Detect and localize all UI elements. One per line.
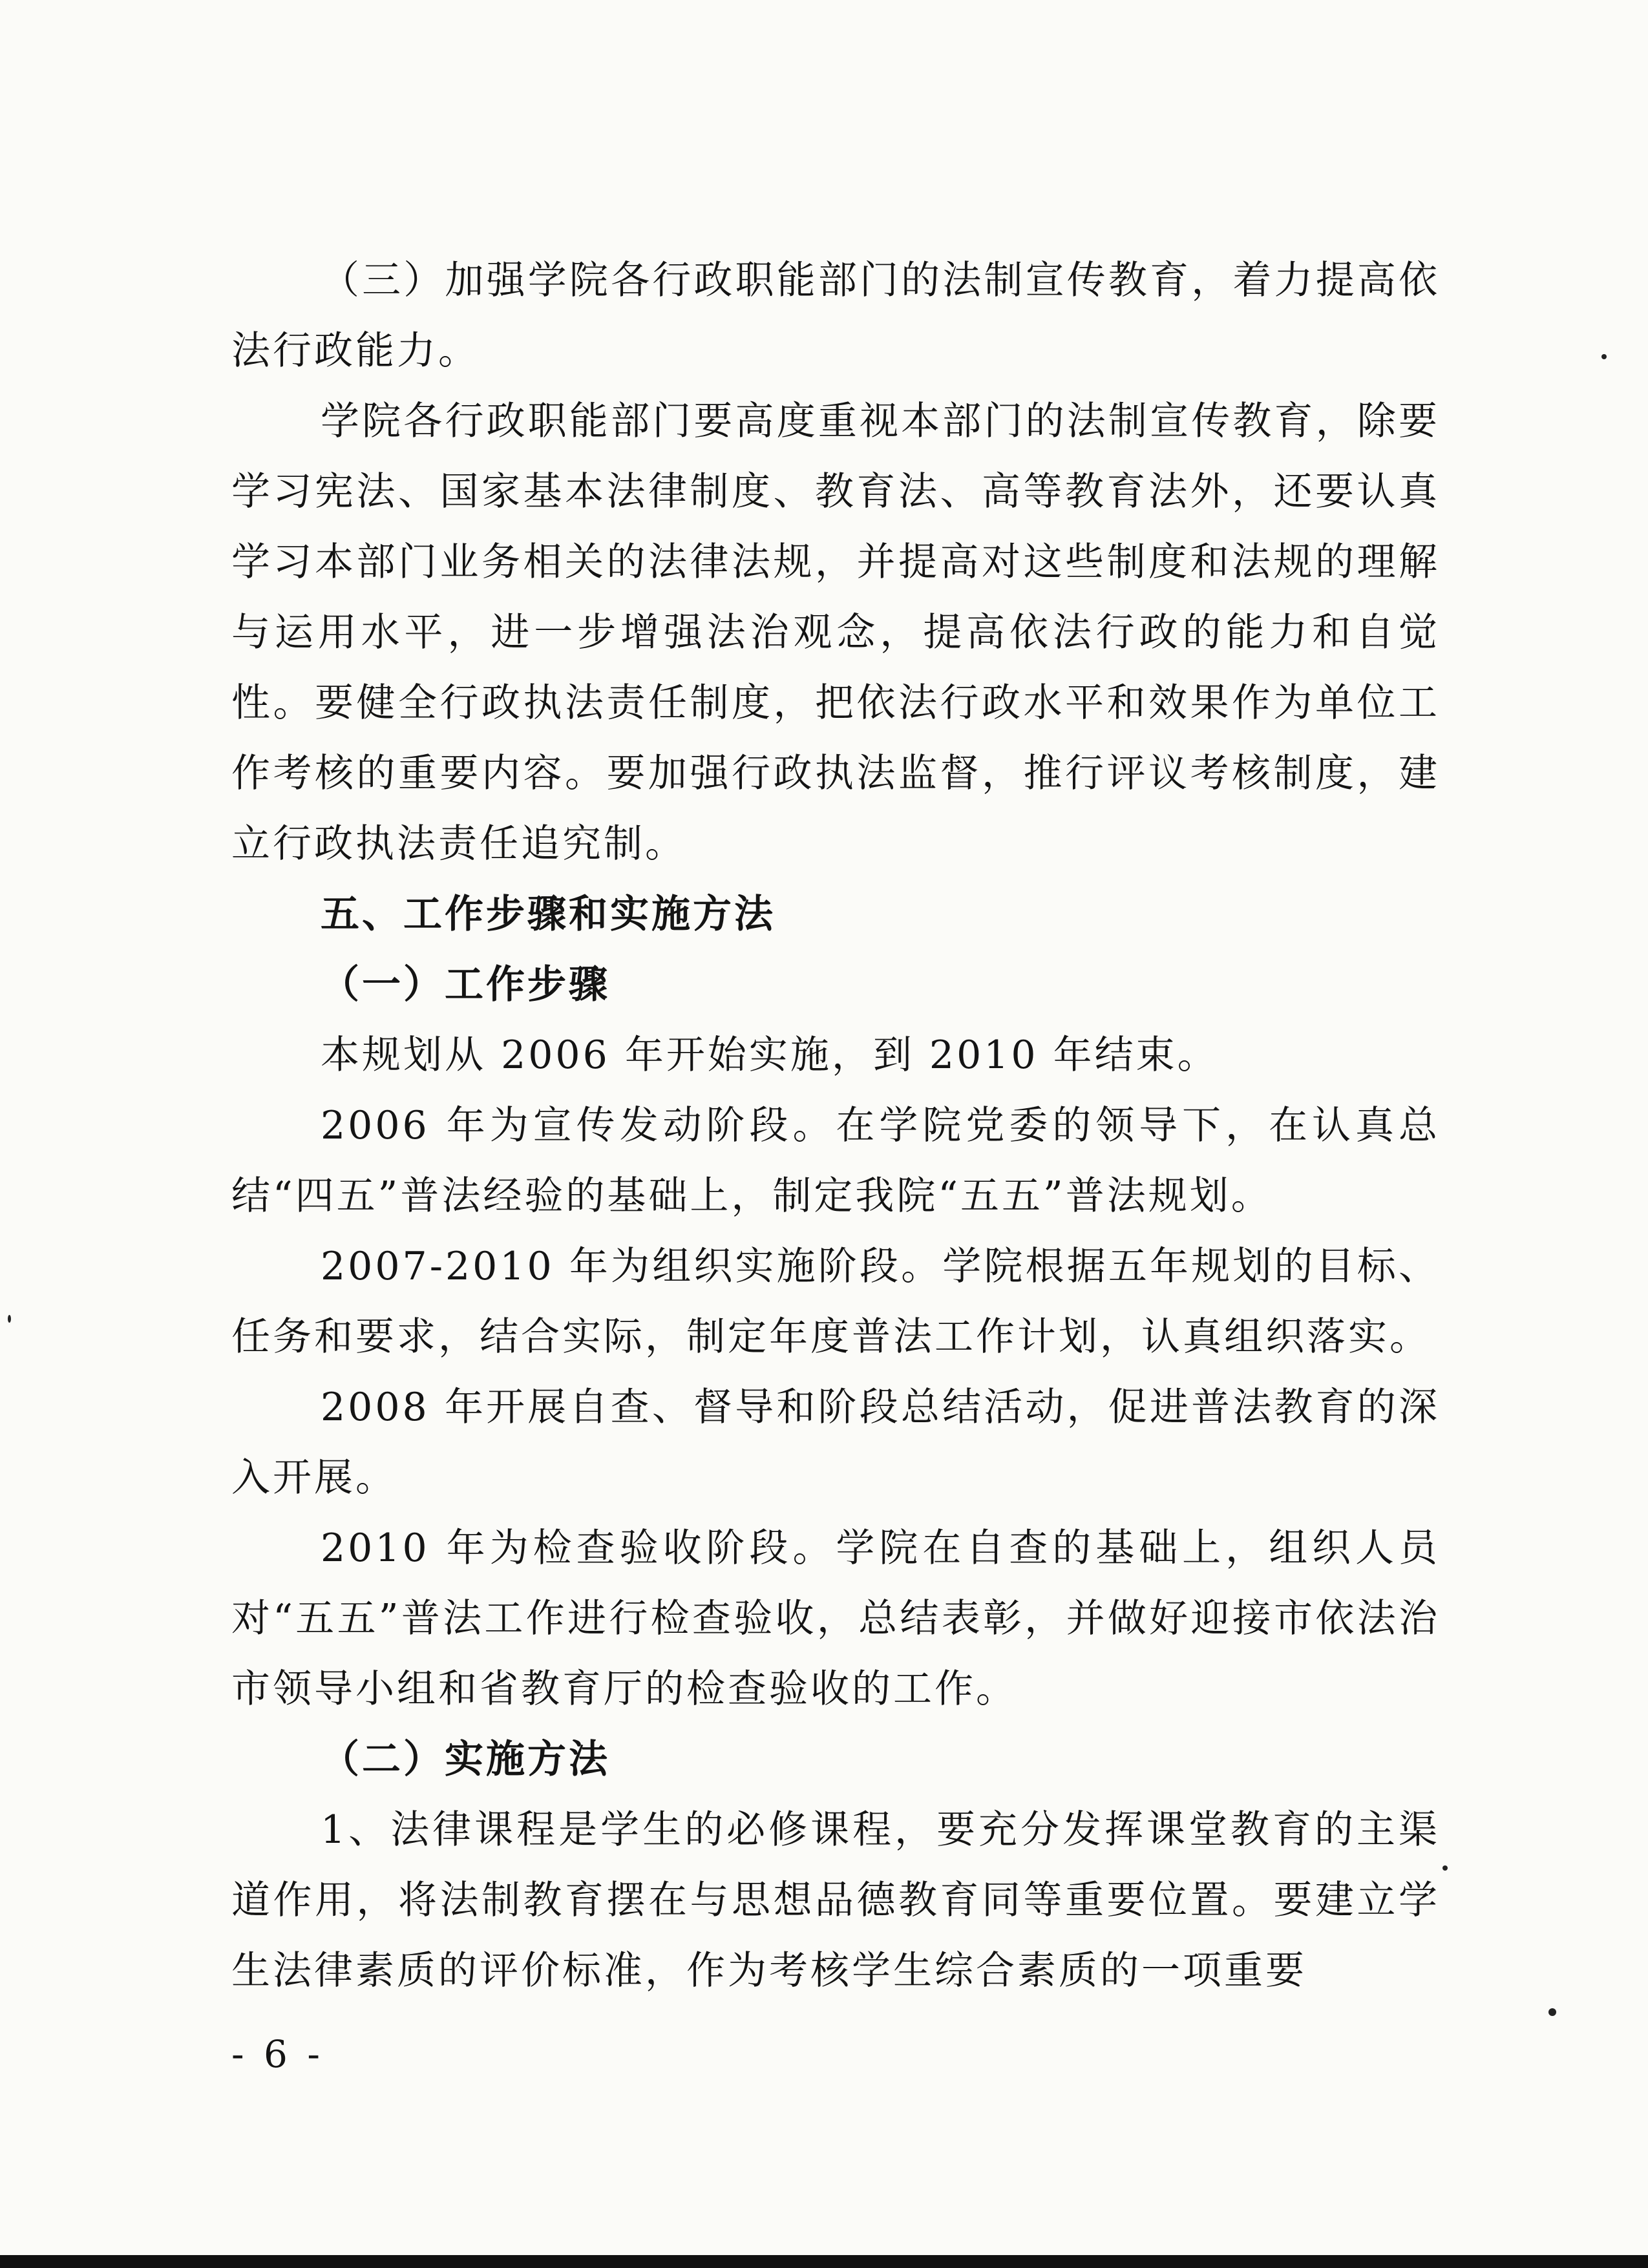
scan-speck	[1442, 1865, 1448, 1871]
heading-steps-and-methods: 五、工作步骤和实施方法	[321, 892, 776, 937]
page-number: - 6 -	[231, 2032, 324, 2076]
scan-speck	[1601, 354, 1607, 359]
paragraph-admin-education: 学院各行政职能部门要高度重视本部门的法制宣传教育，除要学习宪法、国家基本法律制度、教育法、高等教育法外，还要认真学习本部门业务相关的法律法规，并提高对这些制度和法规的理解与运用水平，进一步增强法治观念，提高依法行政的能力和自觉性。要健全行政执法责任制度，把依法行政水平和效果作为单位工作考核的重要内容。要加强行政执法监督，推行评议考核制度，建立行政执法责任追究制。	[231, 399, 1440, 866]
subheading-work-steps: （一）工作步骤	[321, 962, 610, 1007]
paragraph-law-courses: 1、法律课程是学生的必修课程，要充分发挥课堂教育的主渠道作用，将法制教育摆在与思想品德教育同等重要位置。要建立学生法律素质的评价标准，作为考核学生综合素质的一项重要	[231, 1807, 1440, 1993]
document-body	[231, 246, 1440, 2006]
paragraph-2010-stage: 2010 年为检查验收阶段。学院在自查的基础上，组织人员对“五五”普法工作进行检查验收，总结表彰，并做好迎接市依法治市领导小组和省教育厅的检查验收的工作。	[231, 1526, 1440, 1712]
scan-speck	[1548, 2008, 1556, 2016]
scan-speck	[8, 1315, 11, 1323]
paragraph-2008-stage: 2008 年开展自查、督导和阶段总结活动，促进普法教育的深入开展。	[231, 1385, 1440, 1500]
paragraph-2006-stage: 2006 年为宣传发动阶段。在学院党委的领导下，在认真总结“四五”普法经验的基础上，制定我院“五五”普法规划。	[231, 1103, 1440, 1219]
paragraph-plan-period: 本规划从 2006 年开始实施，到 2010 年结束。	[321, 1033, 1219, 1078]
paragraph-section-3-title: （三）加强学院各行政职能部门的法制宣传教育，着力提高依法行政能力。	[231, 258, 1440, 373]
subheading-implementation-methods: （二）实施方法	[321, 1737, 610, 1782]
scan-bottom-edge	[0, 2255, 1648, 2268]
paragraph-2007-2010-stage: 2007-2010 年为组织实施阶段。学院根据五年规划的目标、任务和要求，结合实际，制定年度普法工作计划，认真组织落实。	[231, 1244, 1440, 1360]
